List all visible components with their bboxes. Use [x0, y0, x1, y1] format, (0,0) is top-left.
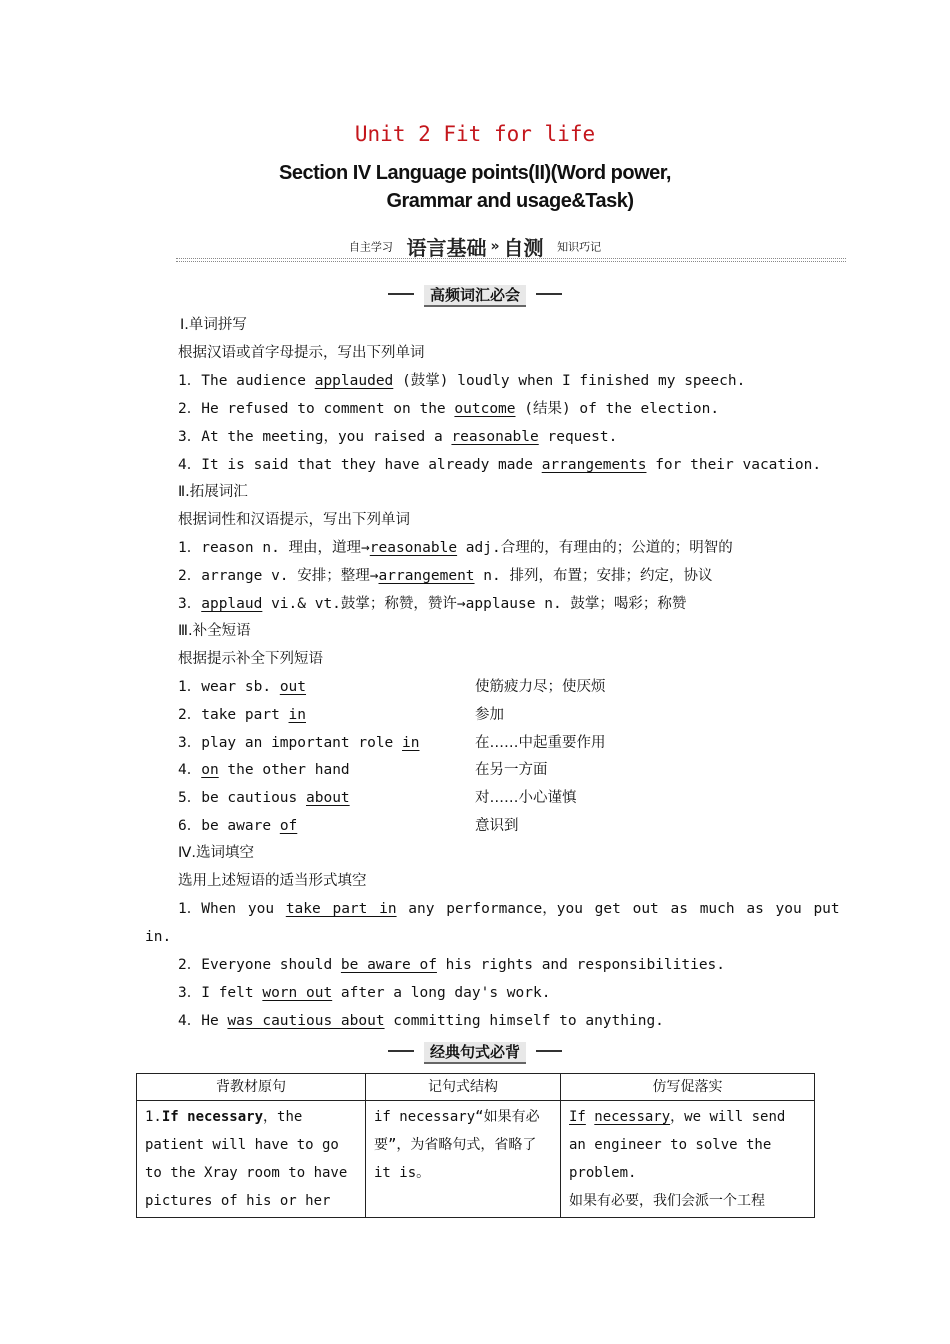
- banner-main2: 自测: [503, 236, 544, 260]
- part4-item-4: 4．He was cautious about committing himself to anything.: [178, 1013, 664, 1029]
- banner-divider-2: [176, 261, 846, 262]
- section-header-vocab: [0, 284, 950, 305]
- section-header-vocab-label: 高频词汇必会: [424, 285, 526, 307]
- part1-heading: Ⅰ.单词拼写: [180, 317, 247, 333]
- part3-item-1: 1．wear sb. out: [178, 679, 307, 695]
- part4-item-1: 1．When you take part in any performance，you get out as much as you put: [178, 901, 840, 917]
- part4-heading: Ⅳ.选词填空: [178, 845, 254, 861]
- banner-main1: 语言基础: [406, 236, 487, 260]
- sentence-table: [136, 1073, 815, 1218]
- part3-item-4: 4．on the other hand: [178, 762, 350, 778]
- section-header-sentences-label: 经典句式必背: [424, 1042, 526, 1064]
- part4-item-1-cont: in.: [145, 929, 172, 945]
- part1-item-3: 3．At the meeting，you raised a reasonable request.: [178, 429, 618, 445]
- part3-item-5: 5．be cautious about: [178, 790, 350, 806]
- banner-right: 知识巧记: [557, 240, 602, 254]
- part3-meaning-5: 对……小心谨慎: [475, 790, 577, 806]
- banner-left: 自主学习: [348, 240, 393, 254]
- section-header-sentences: [0, 1041, 950, 1062]
- part3-meaning-6: 意识到: [475, 818, 519, 834]
- part4-item-3: 3．I felt worn out after a long day's work.: [178, 985, 551, 1001]
- part3-item-2: 2．take part in: [178, 707, 306, 723]
- table-cell-structure: if necessary“如果有必要”，为省略句式，省略了 it is。: [366, 1101, 561, 1218]
- table-header-1: 背教材原句: [137, 1074, 366, 1101]
- banner-divider: [176, 258, 846, 259]
- part3-heading: Ⅲ.补全短语: [178, 623, 251, 639]
- banner: [0, 232, 950, 261]
- part2-heading: Ⅱ.拓展词汇: [178, 484, 248, 500]
- part2-instruction: 根据词性和汉语提示，写出下列单词: [178, 512, 410, 528]
- part3-meaning-3: 在……中起重要作用: [475, 735, 606, 751]
- part4-instruction: 选用上述短语的适当形式填空: [178, 873, 367, 889]
- table-cell-practice: If necessary，we will send an engineer to solve the problem. 如果有必要，我们会派一个工程: [561, 1101, 815, 1218]
- part1-item-4: 4．It is said that they have already made arrangements for their vacation.: [178, 457, 822, 473]
- part3-meaning-1: 使筋疲力尽；使厌烦: [475, 679, 606, 695]
- table-row: [137, 1101, 815, 1218]
- part1-item-1: 1．The audience applauded (鼓掌) loudly when I finished my speech.: [178, 373, 746, 389]
- part1-instruction: 根据汉语或首字母提示，写出下列单词: [178, 345, 425, 361]
- banner-arrow: »: [490, 238, 500, 255]
- unit-title: Unit 2 Fit for life: [354, 122, 596, 146]
- table-header-3: 仿写促落实: [561, 1074, 815, 1101]
- part3-item-3: 3．play an important role in: [178, 735, 420, 751]
- part2-item-3: 3．applaud vi.& vt.鼓掌；称赞，赞许→applause n. 鼓掌；喝彩；称赞: [178, 596, 687, 612]
- table-header-row: [137, 1074, 815, 1101]
- section-title-line2: Grammar and usage&Task): [386, 190, 634, 212]
- part1-item-2: 2．He refused to comment on the outcome (结果) of the election.: [178, 401, 720, 417]
- part3-instruction: 根据提示补全下列短语: [178, 651, 323, 667]
- part2-item-1: 1．reason n. 理由，道理→reasonable adj.合理的，有理由的；公道的；明智的: [178, 540, 733, 556]
- part3-meaning-4: 在另一方面: [475, 762, 548, 778]
- part3-meaning-2: 参加: [475, 707, 504, 723]
- table-cell-original: 1.If necessary，the patient will have to go to the Xray room to have pictures of his or her: [137, 1101, 366, 1218]
- part2-item-2: 2．arrange v. 安排；整理→arrangement n. 排列，布置；安排；约定，协议: [178, 568, 713, 584]
- part3-item-6: 6．be aware of: [178, 818, 298, 834]
- part4-item-2: 2．Everyone should be aware of his rights and responsibilities.: [178, 957, 726, 973]
- section-title-line1: Section IV Language points(II)(Word power,: [279, 162, 671, 184]
- table-header-2: 记句式结构: [366, 1074, 561, 1101]
